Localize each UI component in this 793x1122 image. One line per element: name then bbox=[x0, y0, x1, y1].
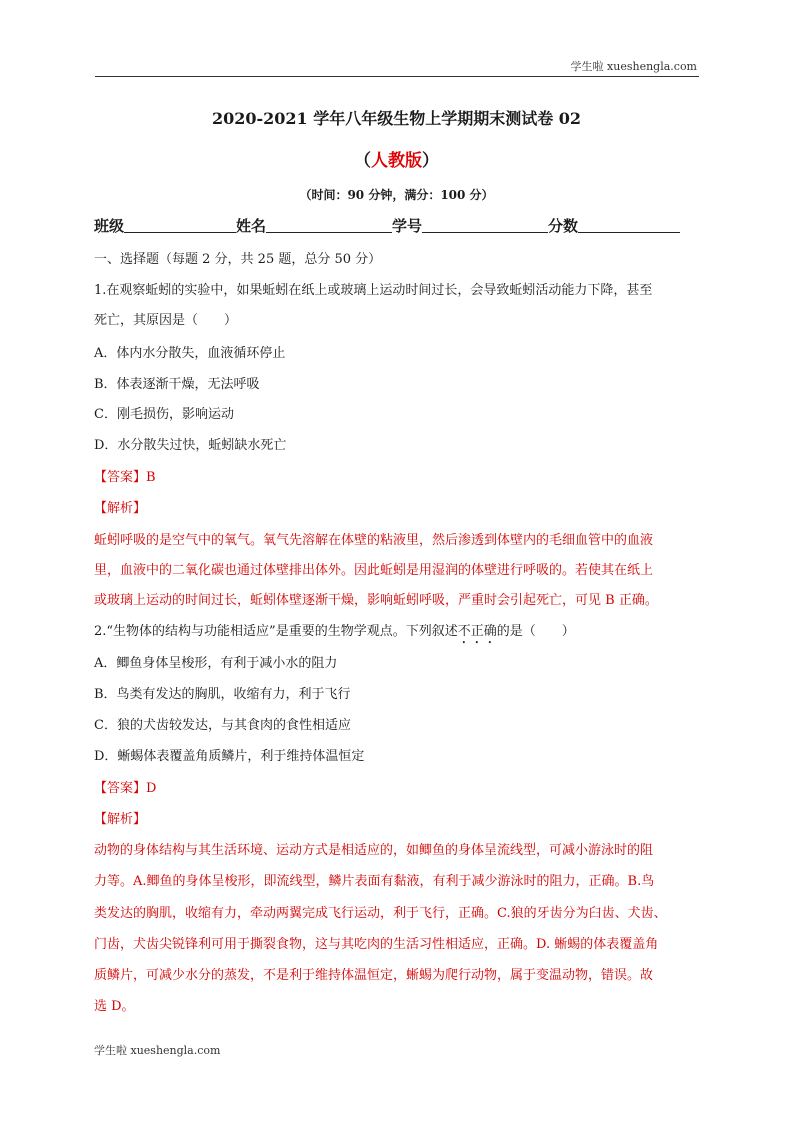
q2-stem-part-c: 的是（ ） bbox=[496, 624, 575, 639]
q1-answer-label: 【答案】 bbox=[94, 470, 147, 485]
q2-analysis-line-2: 力等。A.鲫鱼的身体呈梭形，即流线型，鳞片表面有黏液，有利于减少游泳时的阻力，正确。B.鸟 bbox=[94, 874, 655, 889]
score-label: 分数 bbox=[548, 217, 579, 235]
q2-option-a: A．鲫鱼身体呈梭形，有利于减小水的阻力 bbox=[94, 656, 338, 671]
q1-option-b: B．体表逐渐干燥，无法呼吸 bbox=[94, 377, 260, 392]
footer-site-label: 学生啦 xueshengla.com bbox=[94, 1044, 221, 1057]
q2-option-b: B．鸟类有发达的胸肌，收缩有力，利于飞行 bbox=[94, 687, 351, 702]
header-site-label: 学生啦 xueshengla.com bbox=[570, 60, 697, 73]
q2-analysis-line-5: 质鳞片，可减少水分的蒸发，不是利于维持体温恒定，蜥蜴为爬行动物，属于变温动物，错误。故 bbox=[94, 968, 654, 983]
time-info: （时间：90 分钟，满分：100 分） bbox=[299, 188, 494, 202]
header-rule bbox=[95, 76, 699, 77]
q1-analysis-line-2: 里，血液中的二氧化碳也通过体壁排出体外。因此蚯蚓是用湿润的体壁进行呼吸的。若使其在纸上 bbox=[94, 563, 654, 578]
q2-stem-emphasis: 不正确 bbox=[457, 624, 497, 639]
class-label: 班级 bbox=[94, 217, 125, 235]
q1-option-a: A．体内水分散失，血液循环停止 bbox=[94, 346, 286, 361]
q2-analysis-line-3: 类发达的胸肌，收缩有力，牵动两翼完成飞行运动，利于飞行，正确。C.狼的牙齿分为臼齿、犬齿、 bbox=[94, 906, 667, 921]
q1-stem-line-1: 1.在观察蚯蚓的实验中，如果蚯蚓在纸上或玻璃上运动时间过长，会导致蚯蚓活动能力下降，甚至 bbox=[94, 283, 653, 298]
student-info-fields bbox=[94, 215, 680, 236]
q2-analysis-line-6: 选 D。 bbox=[94, 999, 135, 1014]
q1-option-c: C．刚毛损伤，影响运动 bbox=[94, 407, 234, 422]
q1-answer bbox=[94, 466, 156, 485]
q1-analysis-label: 【解析】 bbox=[94, 501, 147, 516]
q2-answer-label: 【答案】 bbox=[94, 781, 147, 796]
q1-analysis-line-3: 或玻璃上运动的时间过长，蚯蚓体壁逐渐干燥，影响蚯蚓呼吸，严重时会引起死亡，可见 B 正确。 bbox=[94, 593, 658, 608]
q1-analysis-line-1: 蚯蚓呼吸的是空气中的氧气。氧气先溶解在体壁的粘液里，然后渗透到体壁内的毛细血管中的血液 bbox=[94, 533, 654, 548]
edition-open: （ bbox=[354, 151, 371, 171]
class-blank[interactable] bbox=[124, 218, 236, 233]
q2-analysis-label: 【解析】 bbox=[94, 812, 147, 827]
section-heading: 一、选择题（每题 2 分，共 25 题，总分 50 分） bbox=[94, 252, 382, 267]
edition-close: ） bbox=[422, 151, 439, 171]
q2-answer bbox=[94, 777, 156, 796]
q2-answer-value: D bbox=[146, 781, 157, 796]
name-label: 姓名 bbox=[236, 217, 267, 235]
number-label: 学号 bbox=[392, 217, 423, 235]
edition-label bbox=[0, 146, 793, 171]
q1-answer-value: B bbox=[146, 470, 156, 485]
q1-stem-line-2: 死亡，其原因是（ ） bbox=[94, 313, 238, 328]
q2-option-d: D．蜥蜴体表覆盖角质鳞片，利于维持体温恒定 bbox=[94, 749, 365, 764]
q2-analysis-line-4: 门齿，犬齿尖锐锋利可用于撕裂食物，这与其吃肉的生活习性相适应，正确。D. 蜥蜴的体表覆盖角 bbox=[94, 937, 659, 952]
edition-name: 人教版 bbox=[371, 151, 422, 171]
q2-analysis-line-1: 动物的身体结构与其生活环境、运动方式是相适应的，如鲫鱼的身体呈流线型，可减小游泳时的阻 bbox=[94, 843, 654, 858]
q1-option-d: D．水分散失过快，蚯蚓缺水死亡 bbox=[94, 438, 287, 453]
q2-option-c: C．狼的犬齿较发达，与其食肉的食性相适应 bbox=[94, 718, 351, 733]
score-blank[interactable] bbox=[578, 218, 680, 233]
q2-stem bbox=[94, 620, 575, 647]
number-blank[interactable] bbox=[422, 218, 548, 233]
document-title: 2020-2021 学年八年级生物上学期期末测试卷 02 bbox=[211, 109, 582, 128]
name-blank[interactable] bbox=[266, 218, 392, 233]
q2-stem-part-a: 2.“生物体的结构与功能相适应”是重要的生物学观点。下列叙述 bbox=[94, 624, 458, 639]
